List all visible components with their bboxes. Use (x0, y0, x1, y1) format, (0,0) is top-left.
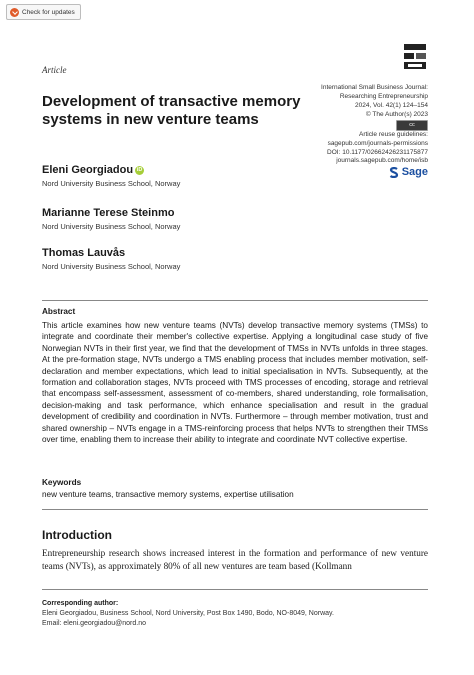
sage-s-icon (389, 167, 399, 178)
orcid-icon[interactable]: iD (136, 167, 143, 173)
corresponding-author-email[interactable]: Email: eleni.georgiadou@nord.no (42, 620, 147, 627)
author-1-affiliation: Nord University Business School, Norway (42, 179, 181, 188)
check-for-updates-label: Check for updates (22, 8, 75, 16)
keywords-heading: Keywords (42, 478, 82, 487)
corresponding-author-label: Corresponding author: (42, 600, 119, 607)
journal-volume: 2024, Vol. 42(1) 124–154 (354, 102, 428, 109)
footnote-divider (42, 589, 428, 590)
cc-label: cc (409, 122, 415, 128)
abstract-heading: Abstract (42, 307, 76, 316)
paper-title: Development of transactive memory systems in new venture teams (42, 93, 301, 128)
author-1-name: Eleni Georgiadou (42, 164, 134, 176)
keywords-text: new venture teams, transactive memory systems, expertise utilisation (42, 490, 294, 499)
corresponding-author-block (42, 599, 428, 629)
introduction-heading: Introduction (42, 528, 112, 542)
journal-info (248, 83, 428, 119)
journal-url-link[interactable]: journals.sagepub.com/home/isb (336, 157, 428, 165)
author-2-name: Marianne Terese Steinmo (42, 207, 175, 219)
copyright-notice: © The Author(s) 2023 (365, 111, 428, 118)
journal-subtitle: Researching Entrepreneurship (339, 93, 428, 100)
check-icon (10, 8, 19, 17)
abstract-divider (42, 300, 428, 301)
journal-logo-icon (402, 42, 428, 72)
abstract-text: This article examines how new venture teams (NVTs) develop transactive memory systems (TMSs) to integrate and coordinate their member's collective expertise. Applying a longitudinal case study of five Norwegian NVTs in their first year, we find that the development of TMSs in NVTs unfolds in three stages. At the pre-formation stage, NVTs undergo a TMS enabling process that includes member motivation, self-declaration and member expectations, which lead to initial specialisation in NVTs. Subsequently, at the formation and collaboration stages, NVTs proceed with TMS processes of encoding, storage and retrieval that encompass self-assessment, assessment of co-members, shared understanding, role formalisation, decision-making and task performance, which enhance specialisation and result in the gradual development of credibility and coordination in NVTs. Furthermore – through member motivation, trust and shared ownership – NVTs engage in a TMS-reinforcing process that helps NVTs to strengthen their TMSs over time, enabling them to increase their ability to integrate and coordinate NVT collective expertise. (42, 321, 428, 445)
doi-link[interactable]: DOI: 10.1177/02662426231175877 (327, 148, 428, 156)
reuse-label: Article reuse guidelines: (358, 131, 428, 138)
journal-links (248, 131, 428, 166)
journal-name: International Small Business Journal: (321, 84, 428, 91)
keywords-divider (42, 509, 428, 510)
creative-commons-icon[interactable] (396, 120, 428, 131)
corresponding-author-address: Eleni Georgiadou, Business School, Nord University, Post Box 1490, Bodo, NO-8049, Norway. (42, 610, 334, 617)
check-for-updates-badge[interactable] (6, 4, 81, 20)
author-3-name: Thomas Lauvås (42, 247, 126, 259)
author-name (42, 164, 144, 176)
reuse-link[interactable]: sagepub.com/journals-permissions (327, 139, 428, 147)
sage-logo-text: Sage (401, 166, 428, 178)
introduction-text: Entrepreneurship research shows increased interest in the formation and performance of new venture teams (NVTs), as approximately 80% of all new ventures are team based (Kollmann (42, 548, 428, 571)
author-2-affiliation: Nord University Business School, Norway (42, 222, 181, 231)
sage-logo (389, 166, 428, 178)
article-type-label: Article (42, 65, 67, 75)
author-3-affiliation: Nord University Business School, Norway (42, 262, 181, 271)
